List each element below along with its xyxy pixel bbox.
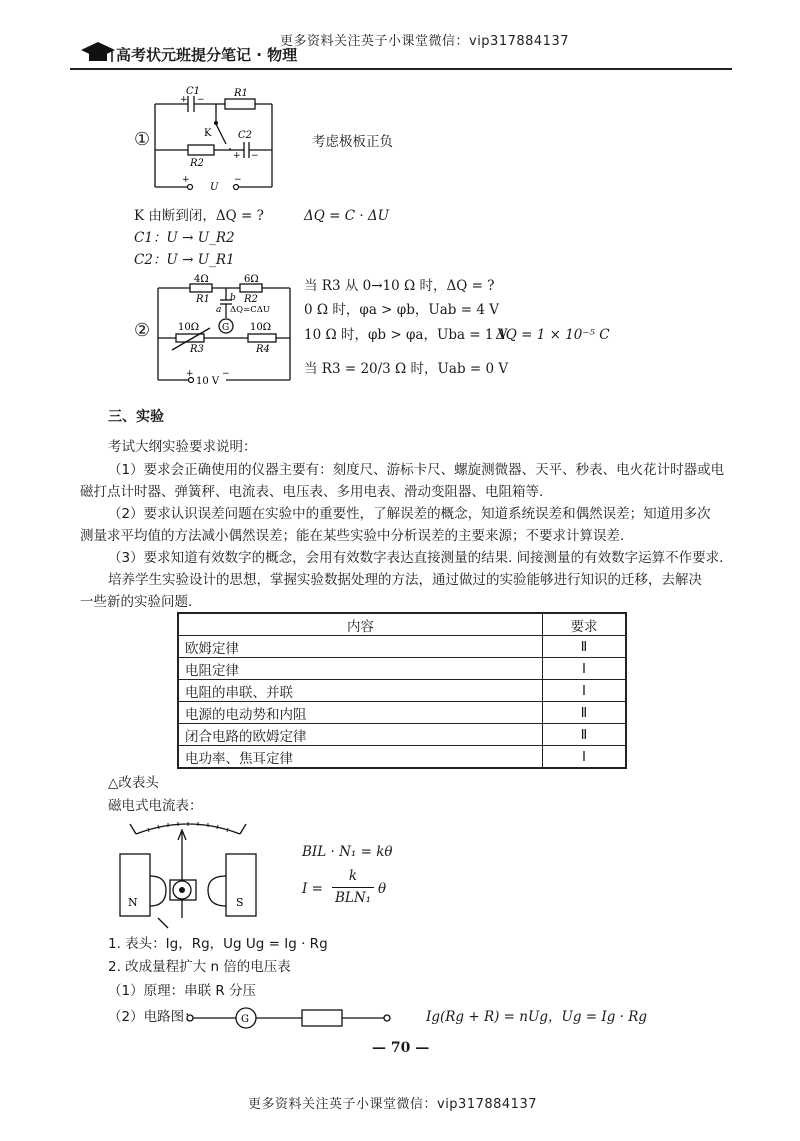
circuit1-diagram (150, 84, 280, 194)
req-item-2a: （2）要求认识误差问题在实验中的重要性，了解误差的概念，知道系统误差和偶然误差；知道用多次 (108, 506, 711, 522)
practice-para-a: 培养学生实验设计的思想，掌握实验数据处理的方法，通过做过的实验能够进行知识的迁移，去解决 (108, 572, 702, 588)
circuit1-line-1: K 由断到闭，ΔQ = ? (134, 208, 264, 224)
req-item-2b: 测量求平均值的方法减小偶然误差；能在某些实验中分析误差的主要来源；不要求计算误差. (80, 528, 625, 544)
r2-label: R2 (190, 158, 204, 169)
conversion-l1: 1. 表头：Ig，Rg，Ug Ug = Ig · Rg (108, 936, 328, 952)
table-header-level: 要求 (543, 613, 627, 636)
meter-eq2-num: k (348, 868, 358, 884)
meter-eq1: BIL · N₁ = kθ (302, 844, 393, 860)
table-row (178, 702, 626, 724)
header-rule (70, 68, 732, 70)
circuit2-line-2: 0 Ω 时，φa > φb，Uab = 4 V (304, 302, 499, 318)
table-row (178, 658, 626, 680)
c1-label: C1 (186, 86, 201, 97)
table-header-content: 内容 (178, 613, 543, 636)
meter-subheading: 磁电式电流表： (108, 798, 203, 814)
table-cell-topic: 欧姆定律 (178, 636, 543, 658)
table-row (178, 636, 626, 658)
table-cell-topic: 电源的电动势和内阻 (178, 702, 543, 724)
req-item-1a: （1）要求会正确使用的仪器主要有：刻度尺、游标卡尺、螺旋测微器、天平、秒表、电火花计时器或电 (108, 462, 725, 478)
conversion-l2: 2. 改成量程扩大 n 倍的电压表 (108, 959, 291, 975)
svg-text:−: − (234, 175, 242, 185)
r3-label: R3 (190, 344, 204, 355)
svg-text:−: − (251, 151, 259, 161)
table-cell-level: Ⅰ (543, 658, 627, 680)
r4-value: 10Ω (250, 322, 272, 333)
table-cell-topic: 闭合电路的欧姆定律 (178, 724, 543, 746)
r4-label: R4 (256, 344, 270, 355)
voltmeter-circuit (186, 1004, 396, 1032)
k-label: K (204, 128, 212, 139)
circuit1-marker: ① (134, 129, 151, 150)
table-cell-level: Ⅱ (543, 636, 627, 658)
conversion-l3: （1）原理：串联 R 分压 (108, 983, 257, 999)
svg-text:−: − (197, 95, 205, 105)
table-cell-level: Ⅰ (543, 680, 627, 702)
graduation-cap-icon (80, 40, 116, 66)
page-number: — 70 — (372, 1040, 430, 1056)
c2-label: C2 (238, 130, 253, 141)
r3-value: 10Ω (178, 322, 200, 333)
table-cell-topic: 电阻的串联、并联 (178, 680, 543, 702)
node-b-label: b (230, 293, 236, 303)
circuit2-line-4: ΔQ = 1 × 10⁻⁵ C (496, 327, 610, 343)
dq-annotation: ΔQ=CΔU (230, 305, 271, 315)
svg-text:−: − (222, 369, 230, 379)
table-cell-level: Ⅱ (543, 724, 627, 746)
circuit1-line-4: C2：U → U_R1 (134, 252, 235, 268)
table-cell-level: Ⅱ (543, 702, 627, 724)
table-row (178, 680, 626, 702)
magnet-n-label: N (128, 896, 138, 909)
section-title: 三、实验 (108, 409, 164, 425)
table-header-row (178, 613, 626, 636)
circuit2-line-5: 当 R3 = 20/3 Ω 时，Uab = 0 V (304, 361, 509, 377)
galvanometer-label: G (241, 1014, 249, 1025)
table-row (178, 724, 626, 746)
circuit1-line-2: ΔQ = C · ΔU (304, 208, 390, 224)
circuit2-diagram (150, 272, 300, 388)
circuit2-line-3: 10 Ω 时，φb > φa，Uba = 1 V (304, 327, 508, 343)
practice-para-b: 一些新的实验问题. (80, 594, 193, 610)
galvanometer-diagram (108, 818, 268, 930)
svg-text:G: G (222, 323, 230, 333)
table-cell-topic: 电阻定律 (178, 658, 543, 680)
meter-eq2-tail: θ (378, 881, 387, 897)
circuit2-marker: ② (134, 320, 151, 341)
circuit1-note: 考虑极板正负 (312, 134, 393, 150)
meter-eq2-lhs: I = (302, 881, 323, 897)
table-row (178, 746, 626, 769)
requirements-table (177, 612, 627, 769)
r1-value: 4Ω (194, 274, 209, 285)
conversion-eq: Ig(Rg + R) = nUg，Ug = Ig · Rg (426, 1009, 648, 1025)
magnet-s-label: S (236, 896, 244, 909)
svg-text:+: + (182, 175, 190, 185)
r1-label: R1 (234, 88, 248, 99)
section-intro: 考试大纲实验要求说明： (108, 439, 257, 455)
header-watermark: 更多资料关注英子小课堂微信：vip317884137 (280, 34, 569, 49)
svg-text:+: + (180, 95, 188, 105)
circuit2-line-1: 当 R3 从 0→10 Ω 时，ΔQ = ? (304, 278, 495, 294)
meter-eq2-bar (332, 887, 374, 888)
circuit1-line-3: C1：U → U_R2 (134, 230, 235, 246)
node-a-label: a (216, 305, 222, 315)
req-item-1b: 磁打点计时器、弹簧秤、电流表、电压表、多用电表、滑动变阻器、电阻箱等. (80, 484, 544, 500)
footer-watermark: 更多资料关注英子小课堂微信：vip317884137 (248, 1097, 537, 1112)
svg-text:+: + (233, 151, 241, 161)
table-cell-level: Ⅰ (543, 746, 627, 769)
c2-r2-label: R2 (244, 294, 258, 305)
meter-heading: △改表头 (108, 775, 159, 791)
r2-value: 6Ω (244, 274, 259, 285)
u-label: U (210, 182, 219, 193)
book-title: 高考状元班提分笔记 · 物理 (116, 46, 298, 64)
source-label: 10 V (196, 376, 220, 387)
conversion-l4: （2）电路图： (108, 1009, 198, 1025)
meter-eq2-den: BLN₁ (334, 890, 372, 906)
c2-r1-label: R1 (196, 294, 210, 305)
table-cell-topic: 电功率、焦耳定律 (178, 746, 543, 769)
req-item-3: （3）要求知道有效数字的概念，会用有效数字表达直接测量的结果. 间接测量的有效数字运算不作要求. (108, 550, 724, 566)
svg-text:+: + (186, 369, 194, 379)
